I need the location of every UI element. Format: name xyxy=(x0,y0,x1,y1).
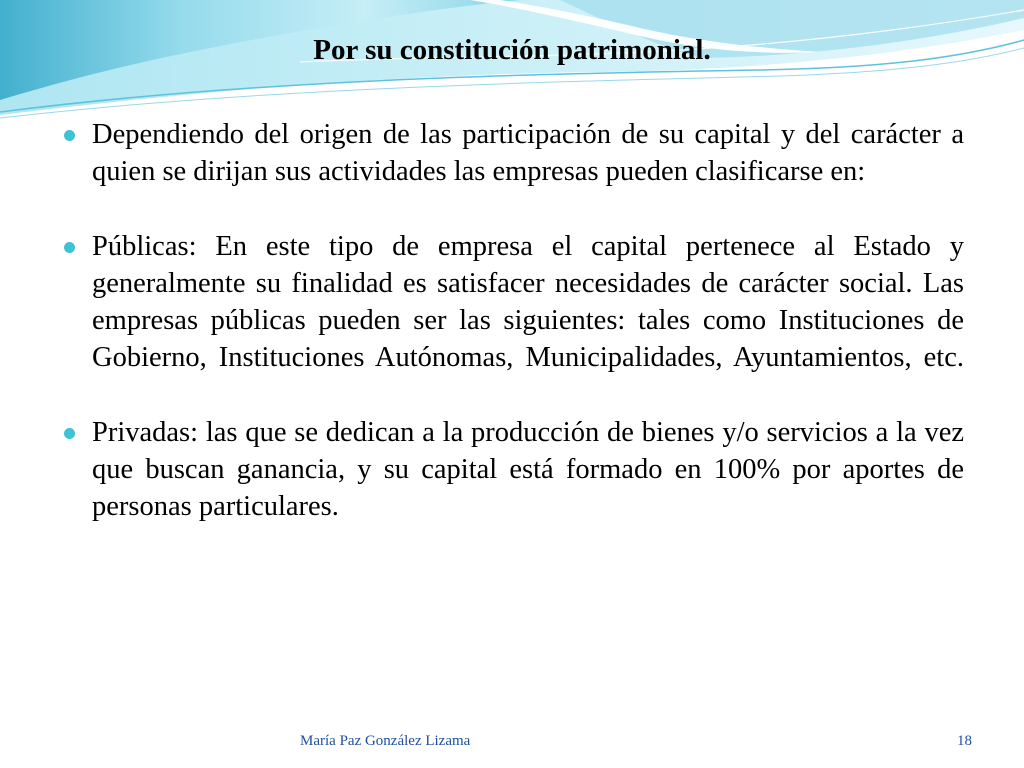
slide-title: Por su constitución patrimonial. xyxy=(313,34,711,66)
page-number: 18 xyxy=(957,733,972,749)
bullet-list xyxy=(64,116,964,525)
bullet-text: Privadas: las que se dedican a la producción de bienes y/o servicios a la vez que buscan ganancia, y su capital está formado en 100% por aportes de personas particulares. xyxy=(92,417,964,522)
footer-author: María Paz González Lizama xyxy=(300,733,471,749)
bullet-text: Dependiendo del origen de las participación de su capital y del carácter a quien se dirijan sus actividades las empresas pueden clasificarse en: xyxy=(92,119,964,187)
bullet-item xyxy=(64,116,964,190)
bullet-text: Públicas: En este tipo de empresa el capital pertenece al Estado y generalmente su finalidad es satisfacer necesidades de carácter social. Las empresas públicas pueden ser las siguientes: tales como Instituciones de Gobierno, Instituciones Autónomas, Municipalidades, Ayuntamientos, etc. xyxy=(92,231,964,373)
bullet-dot-icon xyxy=(64,428,75,439)
bullet-item xyxy=(64,228,964,376)
bullet-dot-icon xyxy=(64,130,75,141)
bullet-dot-icon xyxy=(64,242,75,253)
bullet-item xyxy=(64,414,964,525)
